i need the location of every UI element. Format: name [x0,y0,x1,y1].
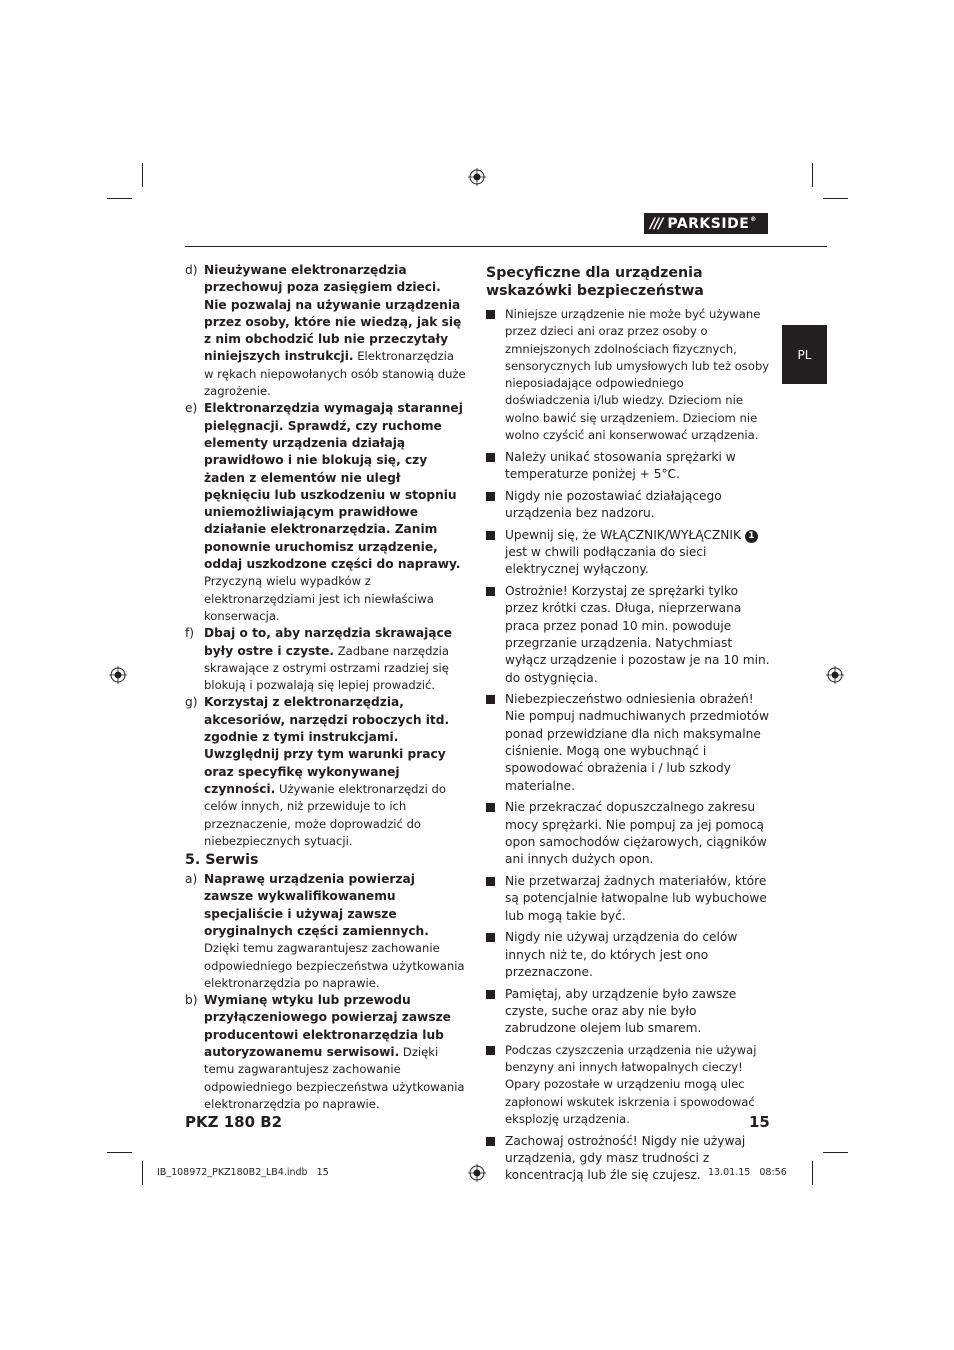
crop-mark [823,1152,848,1153]
bullet-text: Nigdy nie pozostawiać działającego urządzenia bez nadzoru. [505,488,722,521]
bullet-item [486,929,771,981]
registration-mark-icon [468,168,486,186]
bullet-square-icon [486,492,495,501]
bullet-square-icon [486,803,495,812]
bullet-text: Upewnij się, że WŁĄCZNIK/WYŁĄCZNIK [505,527,745,542]
bullet-square-icon [486,1046,495,1055]
print-slug-file: IB_108972_PKZ180B2_LB4.indb 15 [157,1167,329,1178]
item-text: Przyczyną wielu wypadków z elektronarzędziami jest ich niewłaściwa konserwacja. [204,574,434,623]
crop-mark [107,1152,132,1153]
bullet-item [486,583,771,687]
logo-registered-mark: ® [750,216,757,223]
bullet-text: Niebezpieczeństwo odniesienia obrażeń! Nie pompuj nadmuchiwanych przedmiotów ponad przewidziane dla nich maksymalne ciśnienie. Mogą one wybuchnąć i spowodować obrażenia i / lub szkody materialne. [505,692,769,793]
bullet-text: Podczas czyszczenia urządzenia nie używaj benzyny ani innych łatwopalnych cieczy! Opary pozostałe w urządzeniu mogą ulec zapłonowi wskutek iskrzenia i spowodować eksplozję urządzenia. [505,1042,757,1126]
logo-slashes: /// [650,215,663,232]
bullet-text: Niniejsze urządzenie nie może być używane przez dzieci ani oraz przez osoby o zmniejszonych zdolnościach fizycznych, sensorycznych lub umysłowych lub też osoby nieposiadające odpowiedniego doświadczenia i/lub wiedzy. Dzieciom nie wolno bawić się urządzeniem. Dzieciom nie wolno czyścić ani konserwować urządzenia. [505,307,770,443]
bullet-item [486,691,771,795]
bullet-item [486,449,771,484]
bullet-text: Zachowaj ostrożność! Nigdy nie używaj urządzenia, gdy masz trudności z koncentracją lub źle się czujesz. [505,1133,746,1183]
registration-mark-icon [826,666,844,684]
bullet-item [486,873,771,925]
right-column [486,264,771,1189]
footer-page-number: 15 [749,1113,770,1131]
part-number-badge: 1 [745,530,758,543]
bullet-square-icon [486,933,495,942]
item-label: b) [185,993,198,1008]
header-rule [185,246,827,247]
item-bold-text: Wymianę wtyku lub przewodu przyłączeniowego powierzaj zawsze producentowi elektronarzędzia lub autoryzowanemu serwisowi. [204,993,451,1060]
logo-text: PARKSIDE [667,215,750,232]
item-bold-text: Dbaj o to, aby narzędzia skrawające były ostre i czyste. [204,626,453,658]
bullet-text: Pamiętaj, aby urządzenie było zawsze czyste, suche oraz aby nie było zabrudzone olejem lub smarem. [505,986,737,1036]
crop-mark [142,1161,143,1185]
language-tab: PL [782,325,827,384]
bullet-text: Należy unikać stosowania sprężarki w temperaturze poniżej + 5°C. [505,449,736,482]
bullet-item [486,306,771,444]
bullet-item [486,527,771,579]
crop-mark [812,1161,813,1185]
list-item [185,400,467,625]
section-heading-device-safety: Specyficzne dla urządzenia wskazówki bezpieczeństwa [486,265,704,299]
bullet-square-icon [486,310,495,319]
registration-mark-icon [109,666,127,684]
item-label: d) [185,263,198,277]
item-label: g) [185,695,198,710]
parkside-logo [644,213,768,234]
bullet-item [486,799,771,868]
print-slug-date: 13.01.15 08:56 [708,1167,787,1178]
item-label: f) [185,626,195,641]
bullet-item [486,1042,771,1128]
bullet-item [486,986,771,1038]
crop-mark [107,198,132,199]
item-bold-text: Nieużywane elektronarzędzia przechowuj poza zasięgiem dzieci. Nie pozwalaj na używanie urządzenia przez osoby, które nie wiedzą, jak się z nim obchodzić lub nie przeczytały niniejszych instrukcji. [204,263,462,364]
list-item [185,625,467,694]
bullet-square-icon [486,695,495,704]
bullet-text: Nie przekraczać dopuszczalnego zakresu mocy sprężarki. Nie pompuj za jej pomocą opon samochodów ciężarowych, ciągników ani innych dużych opon. [505,800,767,867]
registration-mark-icon [468,1164,486,1182]
item-bold-text: Elektronarzędzia wymagają starannej pielęgnacji. Sprawdź, czy ruchome elementy urządzenia działają prawidłowo i nie blokują się, czy żaden z elementów nie uległ pęknięciu lub uszkodzeniu w stopniu uniemożliwiającym prawidłowe działanie elektronarzędzia. Zanim ponownie uruchomisz urządzenie, oddaj uszkodzone części do naprawy. [204,401,463,572]
item-text: Dzięki temu zagwarantujesz zachowanie odpowiedniego bezpieczeństwa użytkowania elektronarzędzia po naprawie. [204,941,465,990]
bullet-square-icon [486,1137,495,1146]
crop-mark [812,163,813,187]
list-item [185,694,467,850]
list-item [185,871,467,992]
item-text: Elektronarzędzia w rękach niepowołanych osób stanowią duże zagrożenie. [204,349,466,399]
item-label: e) [185,401,198,416]
footer-model-name: PKZ 180 B2 [185,1113,283,1131]
item-bold-text: Naprawę urządzenia powierzaj zawsze wykwalifikowanemu specjaliście i używaj zawsze oryginalnych części zamiennych. [204,872,429,938]
bullet-square-icon [486,587,495,596]
bullet-text: jest w chwili podłączania do sieci elektrycznej wyłączony. [505,545,707,577]
section-heading-service: 5. Serwis [185,852,259,869]
bullet-square-icon [486,877,495,886]
item-label: a) [185,872,198,887]
crop-mark [823,198,848,199]
item-text: Zadbane narzędzia skrawające z ostrymi ostrzami rzadziej się blokują i pozwalają się lepiej prowadzić. [204,643,449,693]
left-column [185,262,467,1113]
bullet-item [486,488,771,523]
list-item [185,992,467,1113]
bullet-text: Ostrożnie! Korzystaj ze sprężarki tylko przez krótki czas. Długa, nieprzerwana praca przez ponad 10 min. powoduje przegrzanie urządzenia. Natychmiast wyłącz urządzenie i pozostaw je na 10 min. do ostygnięcia. [505,584,770,685]
bullet-text: Nie przetwarzaj żadnych materiałów, które są potencjalnie łatwopalne lub wybuchowe lub mogą takie być. [505,873,767,923]
bullet-square-icon [486,990,495,999]
bullet-square-icon [486,531,495,540]
crop-mark [142,163,143,187]
item-bold-text: Korzystaj z elektronarzędzia, akcesoriów, narzędzi roboczych itd. zgodnie z tymi instrukcjami. Uwzględnij przy tym warunki pracy oraz specyfikę wykonywanej czynności. [204,695,450,796]
item-text: Dzięki temu zagwarantujesz zachowanie odpowiedniego bezpieczeństwa użytkowania elektronarzędzia po naprawie. [204,1045,465,1111]
list-item [185,262,467,400]
bullet-square-icon [486,453,495,462]
bullet-text: Nigdy nie używaj urządzenia do celów innych niż te, do których jest ono przeznaczone. [505,930,738,979]
item-text: Używanie elektronarzędzi do celów innych, niż przewiduje to ich przeznaczenie, może doprowadzić do niebezpiecznych sytuacji. [204,781,446,848]
